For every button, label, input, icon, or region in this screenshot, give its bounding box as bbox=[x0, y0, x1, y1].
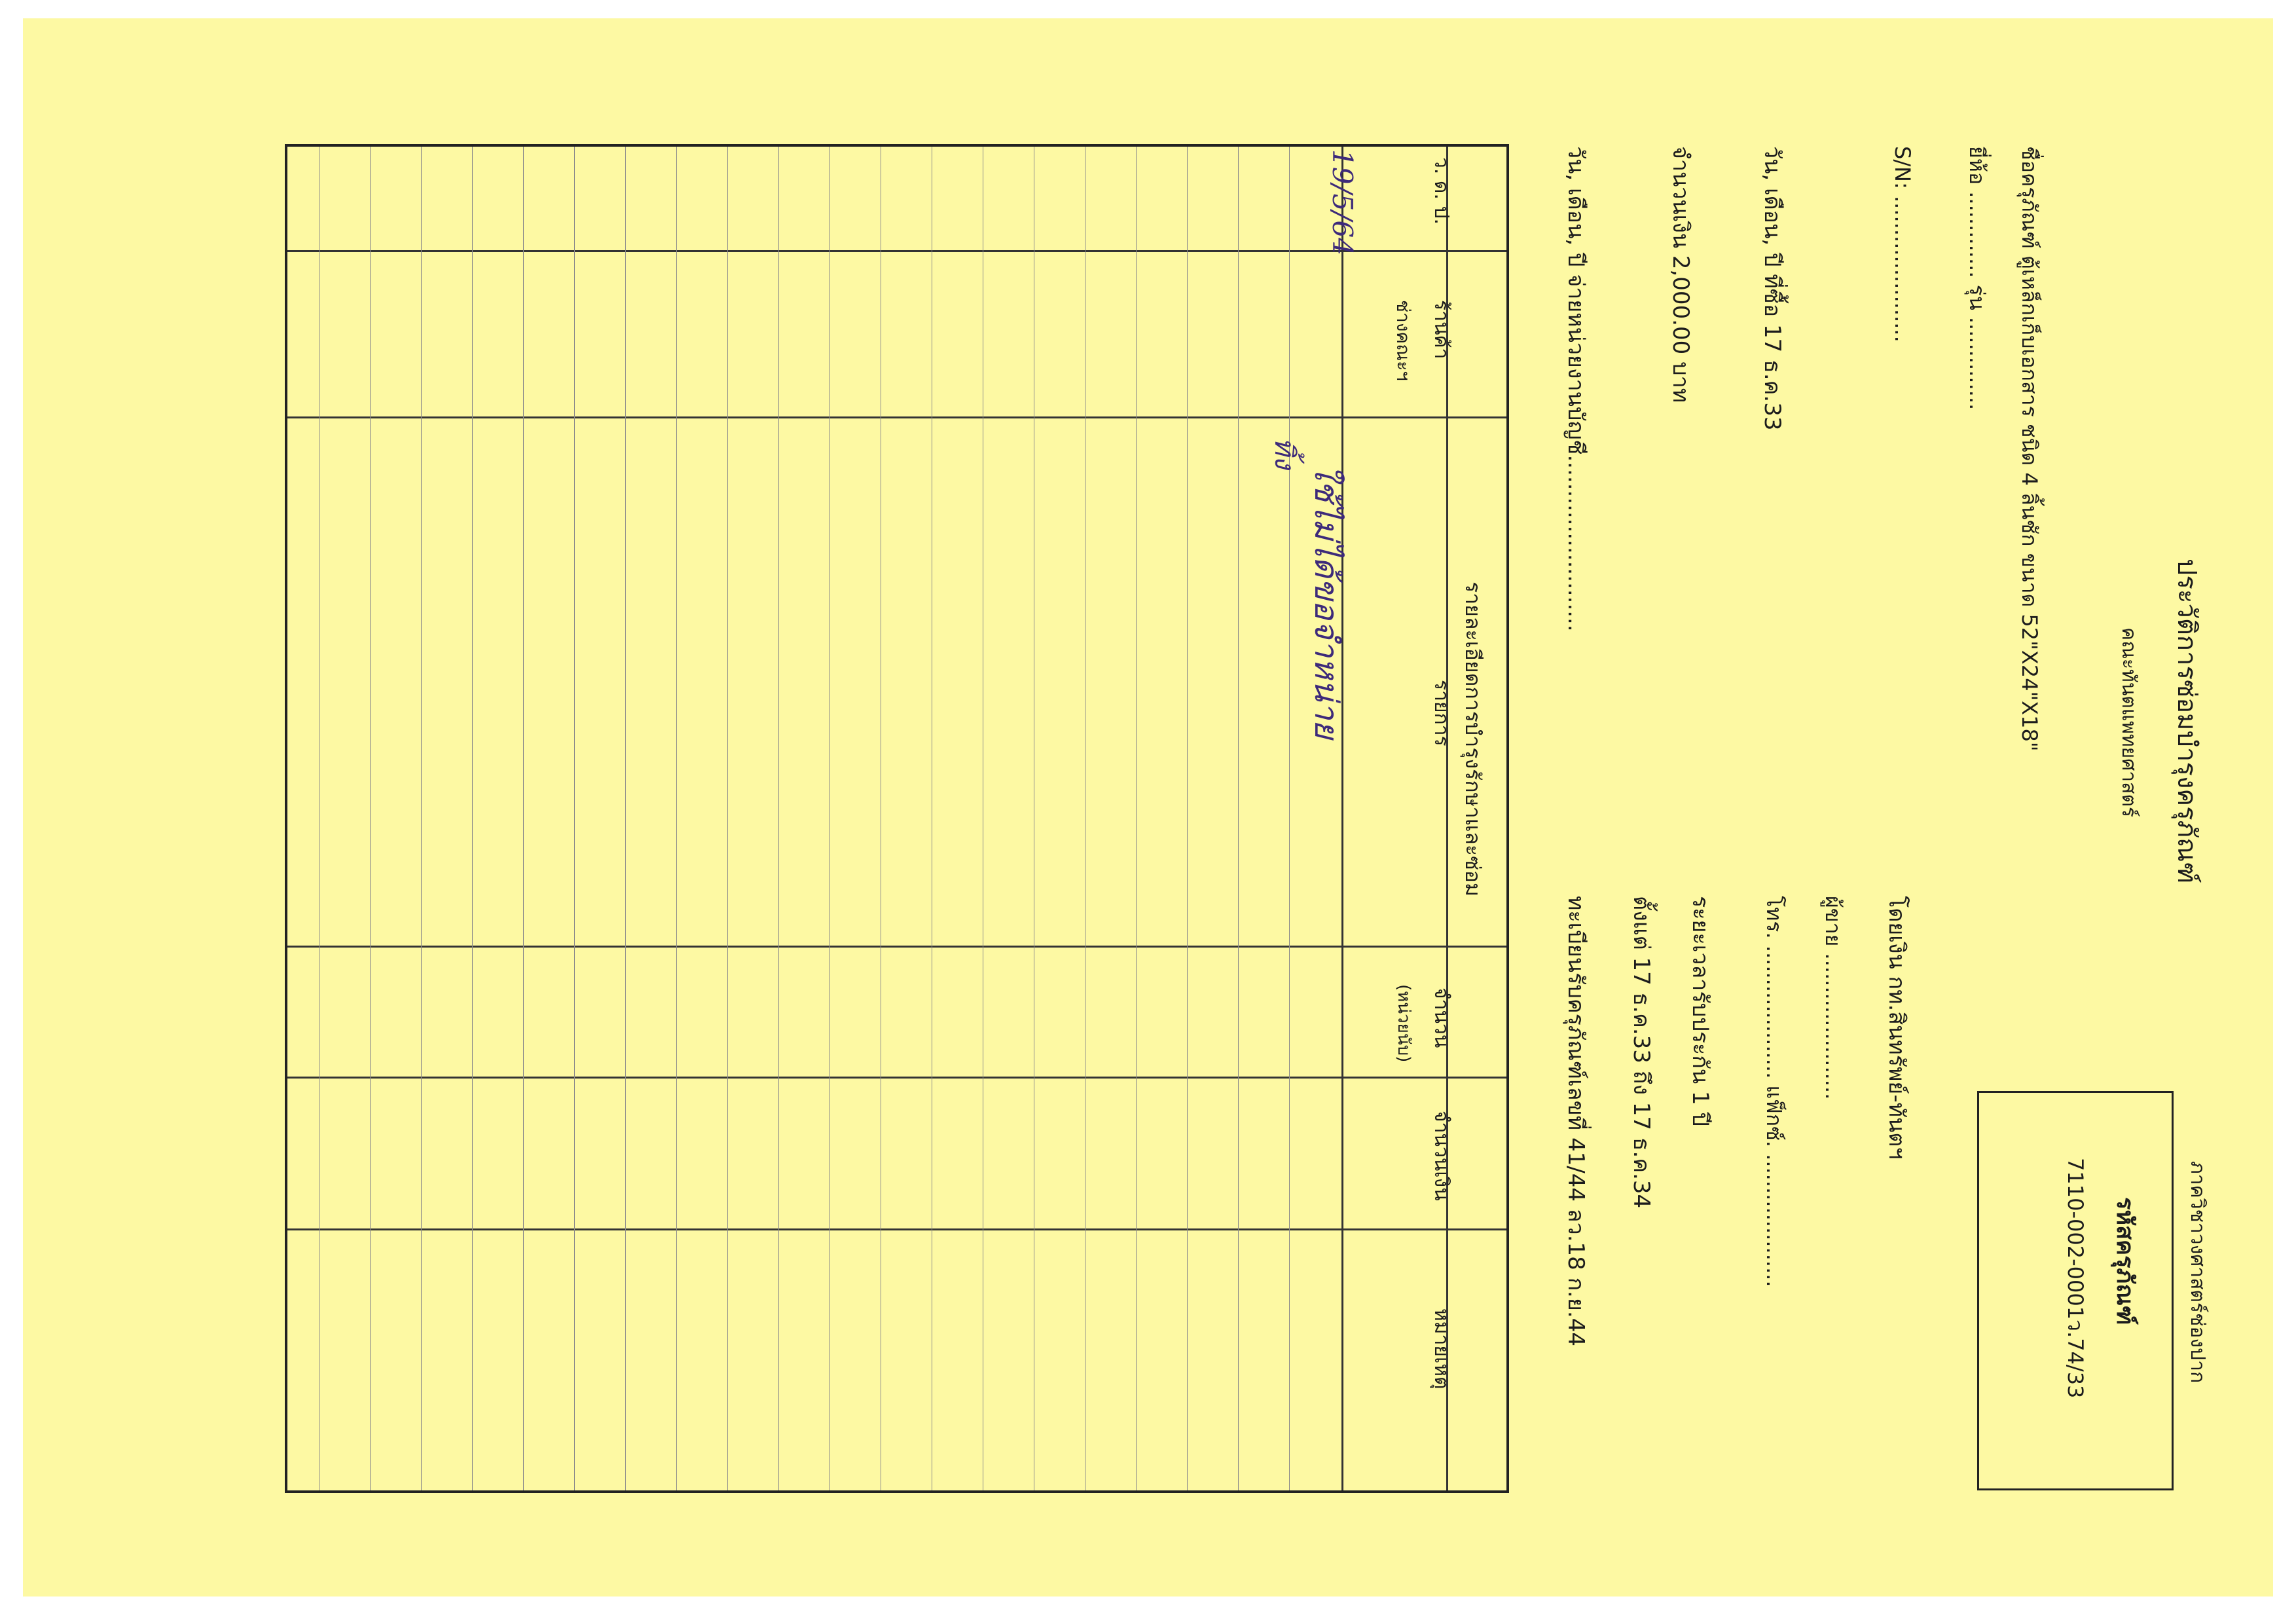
disbursement-date: วัน, เดือน, ปี จ่ายหน่วยงานบัญชี......................... bbox=[1563, 146, 1589, 632]
col-shop: ร้านค้า bbox=[1430, 300, 1453, 360]
form-title: ประวัติการซ่อมบำรุงครุภัณฑ์ bbox=[2172, 559, 2202, 884]
handwritten-date: 19/5/64 bbox=[1326, 149, 1358, 255]
vendor: ผู้ขาย ...................... bbox=[1821, 896, 1846, 1100]
serial-number: S/N: ...................... bbox=[1890, 146, 1915, 342]
warranty: ระยะเวลารับประกัน 1 ปี bbox=[1687, 896, 1713, 1126]
table-header: รายละเอียดการบำรุงรักษาและซ่อม bbox=[1461, 581, 1485, 897]
equipment-code-label: รหัสครุภัณฑ์ bbox=[2111, 1197, 2138, 1325]
col-amount: จำนวนเงิน bbox=[1430, 1111, 1453, 1201]
form-sheet bbox=[23, 18, 2273, 1596]
maintenance-table bbox=[285, 144, 1509, 1493]
col-date: ว. ด. ป. bbox=[1430, 157, 1453, 225]
brand-model: ยี่ห้อ ............. รุ่น .............. bbox=[1965, 146, 1990, 411]
col-qty-unit: (หน่วยนับ) bbox=[1394, 984, 1413, 1063]
funding-source: โดยเงิน กท.สินทรัพย์-ทันตฯ bbox=[1884, 896, 1910, 1160]
warranty-period: ตั้งแต่ 17 ธ.ค.33 ถึง 17 ธ.ค.34 bbox=[1628, 896, 1654, 1209]
col-item: รายการ bbox=[1430, 680, 1453, 747]
faculty-name: คณะทันตแพทยศาสตร์ bbox=[2117, 627, 2140, 818]
department-label: ภาควิชาวงศาสตร์ช่องปาก bbox=[2186, 1161, 2209, 1384]
item-name: ชื่อครุภัณฑ์ ตู้เหล็กเก็บเอกสาร ชนิด 4 ลิ้นชัก ขนาด 52"X24"X18" bbox=[2017, 146, 2042, 752]
purchase-amount: จำนวนเงิน 2,000.00 บาท bbox=[1667, 146, 1694, 403]
purchase-date: วัน, เดือน, ปี ที่ซื้อ 17 ธ.ค.33 bbox=[1759, 146, 1785, 431]
handwritten-item-line2: ทิ้ง bbox=[1269, 437, 1301, 470]
col-qty: จำนวน bbox=[1430, 987, 1453, 1048]
col-shop-sub: ช่างคณะฯ bbox=[1393, 300, 1414, 381]
registry-number: ทะเบียนรับครุภัณฑ์เลขที่ 41/44 ลว.18 ก.ย.44 bbox=[1563, 896, 1589, 1346]
phone-fax: โทร. .................... แฟ็กซ์. .................... bbox=[1762, 896, 1787, 1287]
equipment-code-value: 7110-002-0001ว.74/33 bbox=[2063, 1158, 2088, 1399]
handwritten-item-line1: ใช้ไม่ได้ขอจำหน่าย bbox=[1307, 464, 1345, 739]
col-note: หมายเหตุ bbox=[1430, 1308, 1453, 1390]
